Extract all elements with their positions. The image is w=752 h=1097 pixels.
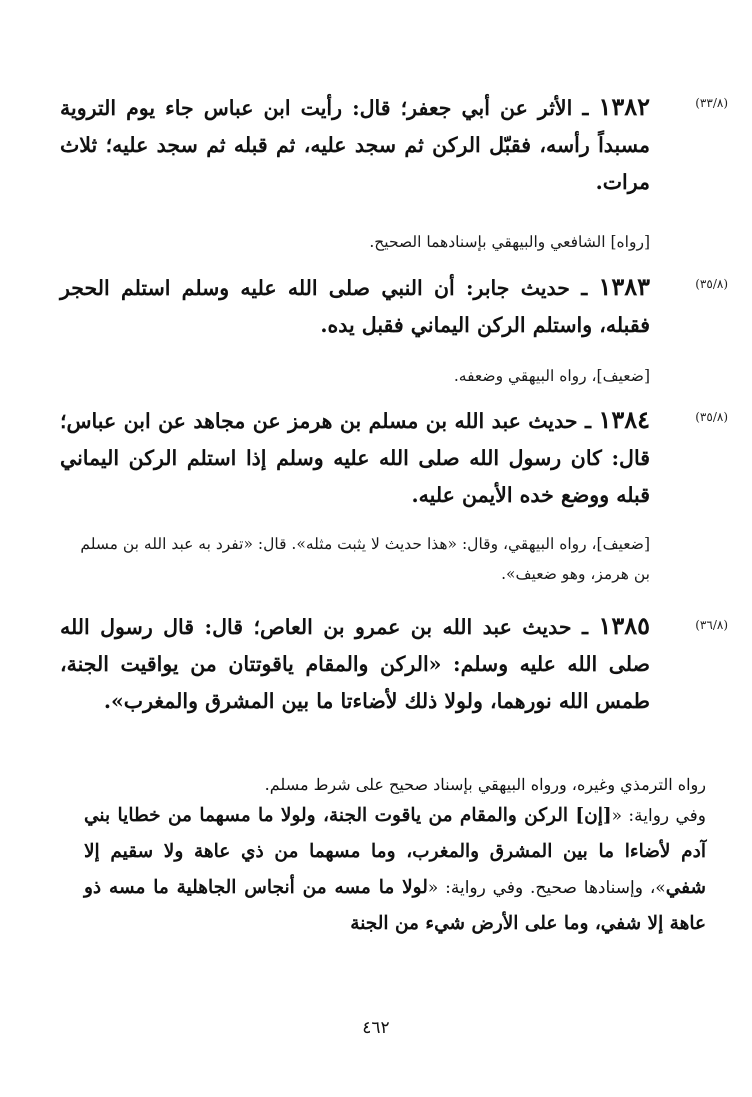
narration-quote: لولا ما مسه من أنجاس الجاهلية ما مسه ذو عاهة إلا شفي، وما على الأرض شيء من الجنة (84, 877, 706, 934)
grading-note: [ضعيف]، رواه البيهقي، وقال: «هذا حديث لا يثبت مثله». قال: «تفرد به عبد الله بن مسلم بن هرمز، وهو ضعيف». (80, 535, 650, 583)
hadith-text: ـ حديث جابر: أن النبي صلى الله عليه وسلم استلم الحجر فقبله، واستلم الركن اليماني فقبل يده. (60, 276, 650, 337)
commentary-plain: »، وإسنادها صحيح. وفي رواية: « (427, 878, 666, 898)
volume-page-reference: (٣٥/٨) (695, 410, 728, 424)
hadith-entry (60, 401, 650, 514)
hadith-entry (60, 607, 650, 720)
hadith-entry (60, 88, 650, 201)
commentary-block (84, 772, 706, 942)
grading-note: [رواه] الشافعي والبيهقي بإسنادهما الصحيح. (369, 233, 650, 251)
commentary-line: رواه الترمذي وغيره، ورواه البيهقي بإسناد صحيح على شرط مسلم. (264, 775, 706, 794)
grading-note: [ضعيف]، رواه البيهقي وضعفه. (453, 367, 650, 385)
hadith-number: ١٣٨٤ (598, 405, 650, 434)
hadith-number: ١٣٨٣ (598, 272, 650, 301)
hadith-entry (60, 268, 650, 344)
hadith-number: ١٣٨٥ (598, 611, 650, 640)
commentary-paragraph (84, 798, 706, 942)
hadith-text: ـ حديث عبد الله بن عمرو بن العاص؛ قال: قال رسول الله صلى الله عليه وسلم: «الركن والمقام ياقوتتان من يواقيت الجنة، طمس الله نورهما، ولولا ذلك لأضاءتا ما بين المشرق والمغرب». (60, 615, 650, 713)
hadith-text: ـ حديث عبد الله بن مسلم بن هرمز عن مجاهد عن ابن عباس؛ قال: كان رسول الله صلى الله عليه وسلم إذا استلم الركن اليماني قبله ووضع خده الأيمن عليه. (60, 409, 650, 507)
hadith-text: ـ الأثر عن أبي جعفر؛ قال: رأيت ابن عباس جاء يوم التروية مسبداً رأسه، فقبّل الركن ثم سجد عليه، ثم قبله ثم سجد عليه؛ ثلاث مرات. (60, 96, 650, 194)
volume-page-reference: (٣٦/٨) (695, 618, 728, 632)
page-number: ٤٦٢ (362, 1018, 390, 1038)
narration-quote: [إن] الركن والمقام من ياقوت الجنة، ولولا ما مسهما من خطايا بني آدم لأضاءا ما بين المشرق والمغرب، وما مسهما من ذي عاهة ولا سقيم إلا شفي (84, 805, 706, 898)
hadith-number: ١٣٨٢ (598, 92, 650, 121)
volume-page-reference: (٣٥/٨) (695, 277, 728, 291)
commentary-plain: وفي رواية: « (611, 806, 706, 826)
volume-page-reference: (٣٣/٨) (695, 96, 728, 110)
